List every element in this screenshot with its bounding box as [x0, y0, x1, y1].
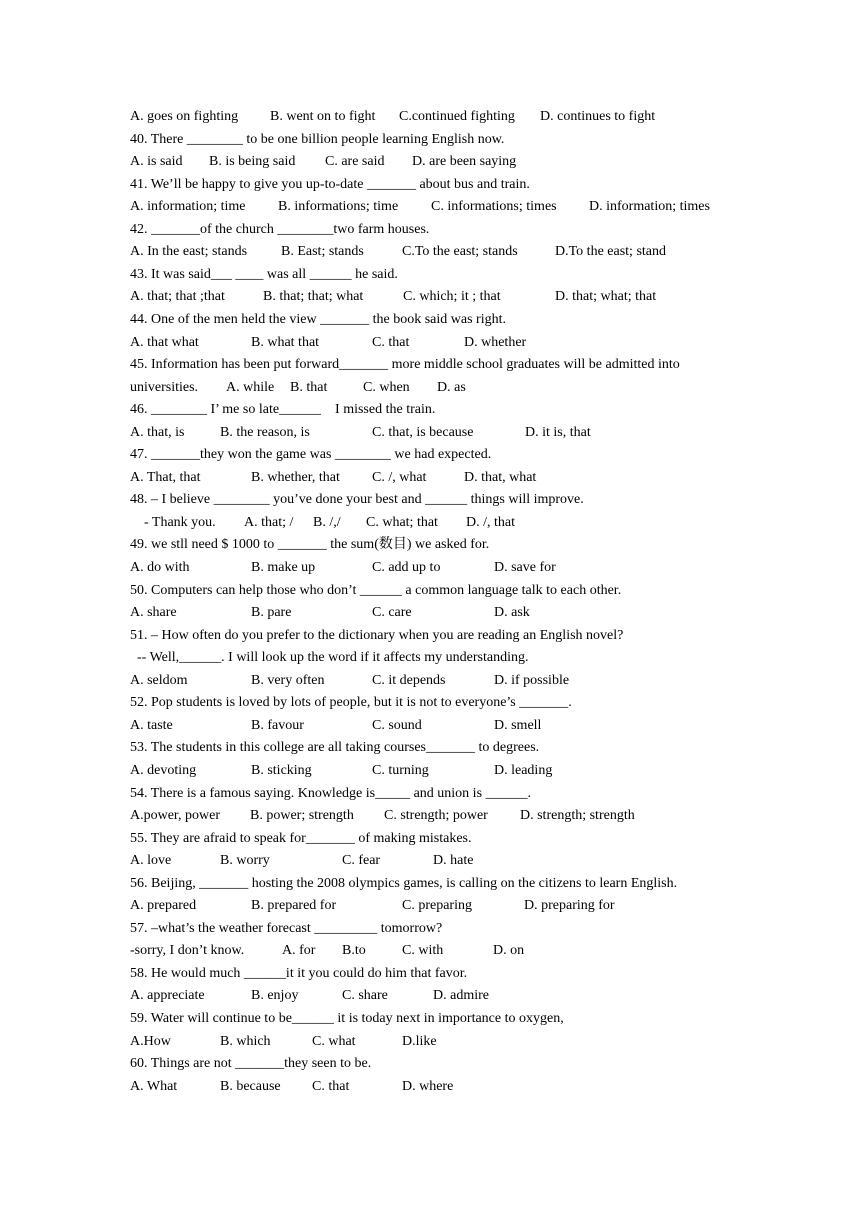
answer-option: B. /,/	[313, 515, 341, 530]
answer-option: D. that; what; that	[555, 289, 657, 304]
answer-option: A. share	[130, 605, 177, 620]
question-text: 53. The students in this college are all taking courses_______ to degrees.	[130, 740, 540, 755]
answer-option: D. on	[493, 943, 525, 958]
answer-option: C.continued fighting	[399, 109, 515, 124]
answer-option: A. seldom	[130, 673, 188, 688]
answer-option: D. are been saying	[412, 154, 517, 169]
answer-option: D. preparing for	[524, 898, 615, 913]
answer-option: B. worry	[220, 853, 270, 868]
answer-option: C. turning	[372, 763, 429, 778]
answer-option: B. that	[290, 380, 328, 395]
answer-option: A. for	[282, 943, 316, 958]
question-text: 54. There is a famous saying. Knowledge is_____ and union is ______.	[130, 786, 532, 801]
answer-option: A. that, is	[130, 425, 185, 440]
answer-option: B. prepared for	[251, 898, 337, 913]
answer-option: B. that; that; what	[263, 289, 364, 304]
question-text: 48. – I believe ________ you’ve done your best and ______ things will improve.	[130, 492, 584, 507]
answer-option: A. while	[226, 380, 275, 395]
answer-option: D. ask	[494, 605, 530, 620]
question-text: 42. _______of the church ________two farm houses.	[130, 222, 430, 237]
answer-option: C. preparing	[402, 898, 472, 913]
answer-option: B. make up	[251, 560, 316, 575]
answer-option: B. the reason, is	[220, 425, 310, 440]
answer-option: D. /, that	[466, 515, 515, 530]
answer-option: B.to	[342, 943, 366, 958]
question-text: 43. It was said___ ____ was all ______ he said.	[130, 267, 398, 282]
answer-option: A. that; that ;that	[130, 289, 225, 304]
question-text: 60. Things are not _______they seen to be.	[130, 1056, 372, 1071]
answer-option: C. with	[402, 943, 444, 958]
answer-option: A. is said	[130, 154, 183, 169]
answer-option: C. when	[363, 380, 410, 395]
answer-option: D. smell	[494, 718, 542, 733]
answer-option: A. prepared	[130, 898, 197, 913]
answer-option: C. what; that	[366, 515, 438, 530]
answer-option: universities.	[130, 380, 199, 395]
answer-option: B. pare	[251, 605, 292, 620]
answer-option: A. that what	[130, 335, 199, 350]
question-text: 49. we stll need $ 1000 to _______ the sum(数目) we asked for.	[130, 537, 490, 552]
answer-option: A. taste	[130, 718, 173, 733]
question-text: 45. Information has been put forward_______ more middle school graduates will be admitted into	[130, 357, 680, 372]
answer-option: D. admire	[433, 988, 489, 1003]
answer-option: A. do with	[130, 560, 190, 575]
answer-option: B. whether, that	[251, 470, 340, 485]
answer-option: C. that	[372, 335, 410, 350]
answer-option: D. that, what	[464, 470, 537, 485]
question-text: 51. – How often do you prefer to the dictionary when you are reading an English novel?	[130, 628, 624, 643]
answer-option: D. where	[402, 1079, 454, 1094]
answer-option: A. That, that	[130, 470, 201, 485]
answer-option: B. East; stands	[281, 244, 364, 259]
answer-option: B. informations; time	[278, 199, 399, 214]
answer-option: D. continues to fight	[540, 109, 656, 124]
answer-option: A.How	[130, 1034, 171, 1049]
answer-option: C. /, what	[372, 470, 427, 485]
answer-option: B. went on to fight	[270, 109, 376, 124]
answer-option: C. it depends	[372, 673, 446, 688]
answer-option: C. care	[372, 605, 412, 620]
answer-option: B. power; strength	[250, 808, 354, 823]
answer-option: C.To the east; stands	[402, 244, 518, 259]
answer-option: C. fear	[342, 853, 381, 868]
question-text: 50. Computers can help those who don’t ______ a common language talk to each other.	[130, 583, 622, 598]
answer-option: A. What	[130, 1079, 178, 1094]
question-text: 44. One of the men held the view _______ the book said was right.	[130, 312, 506, 327]
answer-option: C. that	[312, 1079, 350, 1094]
answer-option: A. devoting	[130, 763, 197, 778]
answer-option: D. whether	[464, 335, 527, 350]
answer-option: B. enjoy	[251, 988, 299, 1003]
answer-option: A. appreciate	[130, 988, 205, 1003]
question-text: 56. Beijing, _______ hosting the 2008 olympics games, is calling on the citizens to learn English.	[130, 876, 678, 891]
question-text: 55. They are afraid to speak for_______ of making mistakes.	[130, 831, 472, 846]
answer-option: B. what that	[251, 335, 320, 350]
question-text: 41. We’ll be happy to give you up-to-date _______ about bus and train.	[130, 177, 530, 192]
question-text: 58. He would much ______it it you could do him that favor.	[130, 966, 468, 981]
answer-option: B. which	[220, 1034, 271, 1049]
answer-option: C. sound	[372, 718, 422, 733]
question-text: 57. –what’s the weather forecast _________ tomorrow?	[130, 921, 443, 936]
question-text: 40. There ________ to be one billion people learning English now.	[130, 132, 505, 147]
answer-option: - Thank you.	[144, 515, 216, 530]
answer-option: A. goes on fighting	[130, 109, 239, 124]
answer-option: D. if possible	[494, 673, 570, 688]
answer-option: D. information; times	[589, 199, 710, 214]
answer-option: B. because	[220, 1079, 281, 1094]
question-text: 47. _______they won the game was ________ we had expected.	[130, 447, 492, 462]
answer-option: B. very often	[251, 673, 325, 688]
answer-option: C. what	[312, 1034, 356, 1049]
question-text: 52. Pop students is loved by lots of people, but it is not to everyone’s _______.	[130, 695, 572, 710]
answer-option: C. which; it ; that	[403, 289, 501, 304]
answer-option: A.power, power	[130, 808, 221, 823]
answer-option: C. that, is because	[372, 425, 474, 440]
answer-option: C. strength; power	[384, 808, 488, 823]
answer-option: D. as	[437, 380, 466, 395]
answer-option: -sorry, I don’t know.	[130, 943, 245, 958]
answer-option: B. favour	[251, 718, 304, 733]
answer-option: D. hate	[433, 853, 474, 868]
answer-option: B. is being said	[209, 154, 296, 169]
question-text: 46. ________ I’ me so late______ I missed the train.	[130, 402, 436, 417]
answer-option: D.To the east; stand	[555, 244, 666, 259]
question-text: -- Well,______. I will look up the word if it affects my understanding.	[130, 650, 529, 665]
answer-option: A. love	[130, 853, 172, 868]
answer-option: C. share	[342, 988, 388, 1003]
answer-option: D. leading	[494, 763, 553, 778]
answer-option: D. it is, that	[525, 425, 591, 440]
answer-option: C. are said	[325, 154, 385, 169]
answer-option: C. informations; times	[431, 199, 557, 214]
answer-option: A. In the east; stands	[130, 244, 248, 259]
answer-option: A. that; /	[244, 515, 294, 530]
answer-option: D.like	[402, 1034, 437, 1049]
answer-option: A. information; time	[130, 199, 246, 214]
answer-option: D. save for	[494, 560, 556, 575]
answer-option: C. add up to	[372, 560, 441, 575]
answer-option: B. sticking	[251, 763, 312, 778]
answer-option: D. strength; strength	[520, 808, 635, 823]
question-text: 59. Water will continue to be______ it is today next in importance to oxygen,	[130, 1011, 564, 1026]
